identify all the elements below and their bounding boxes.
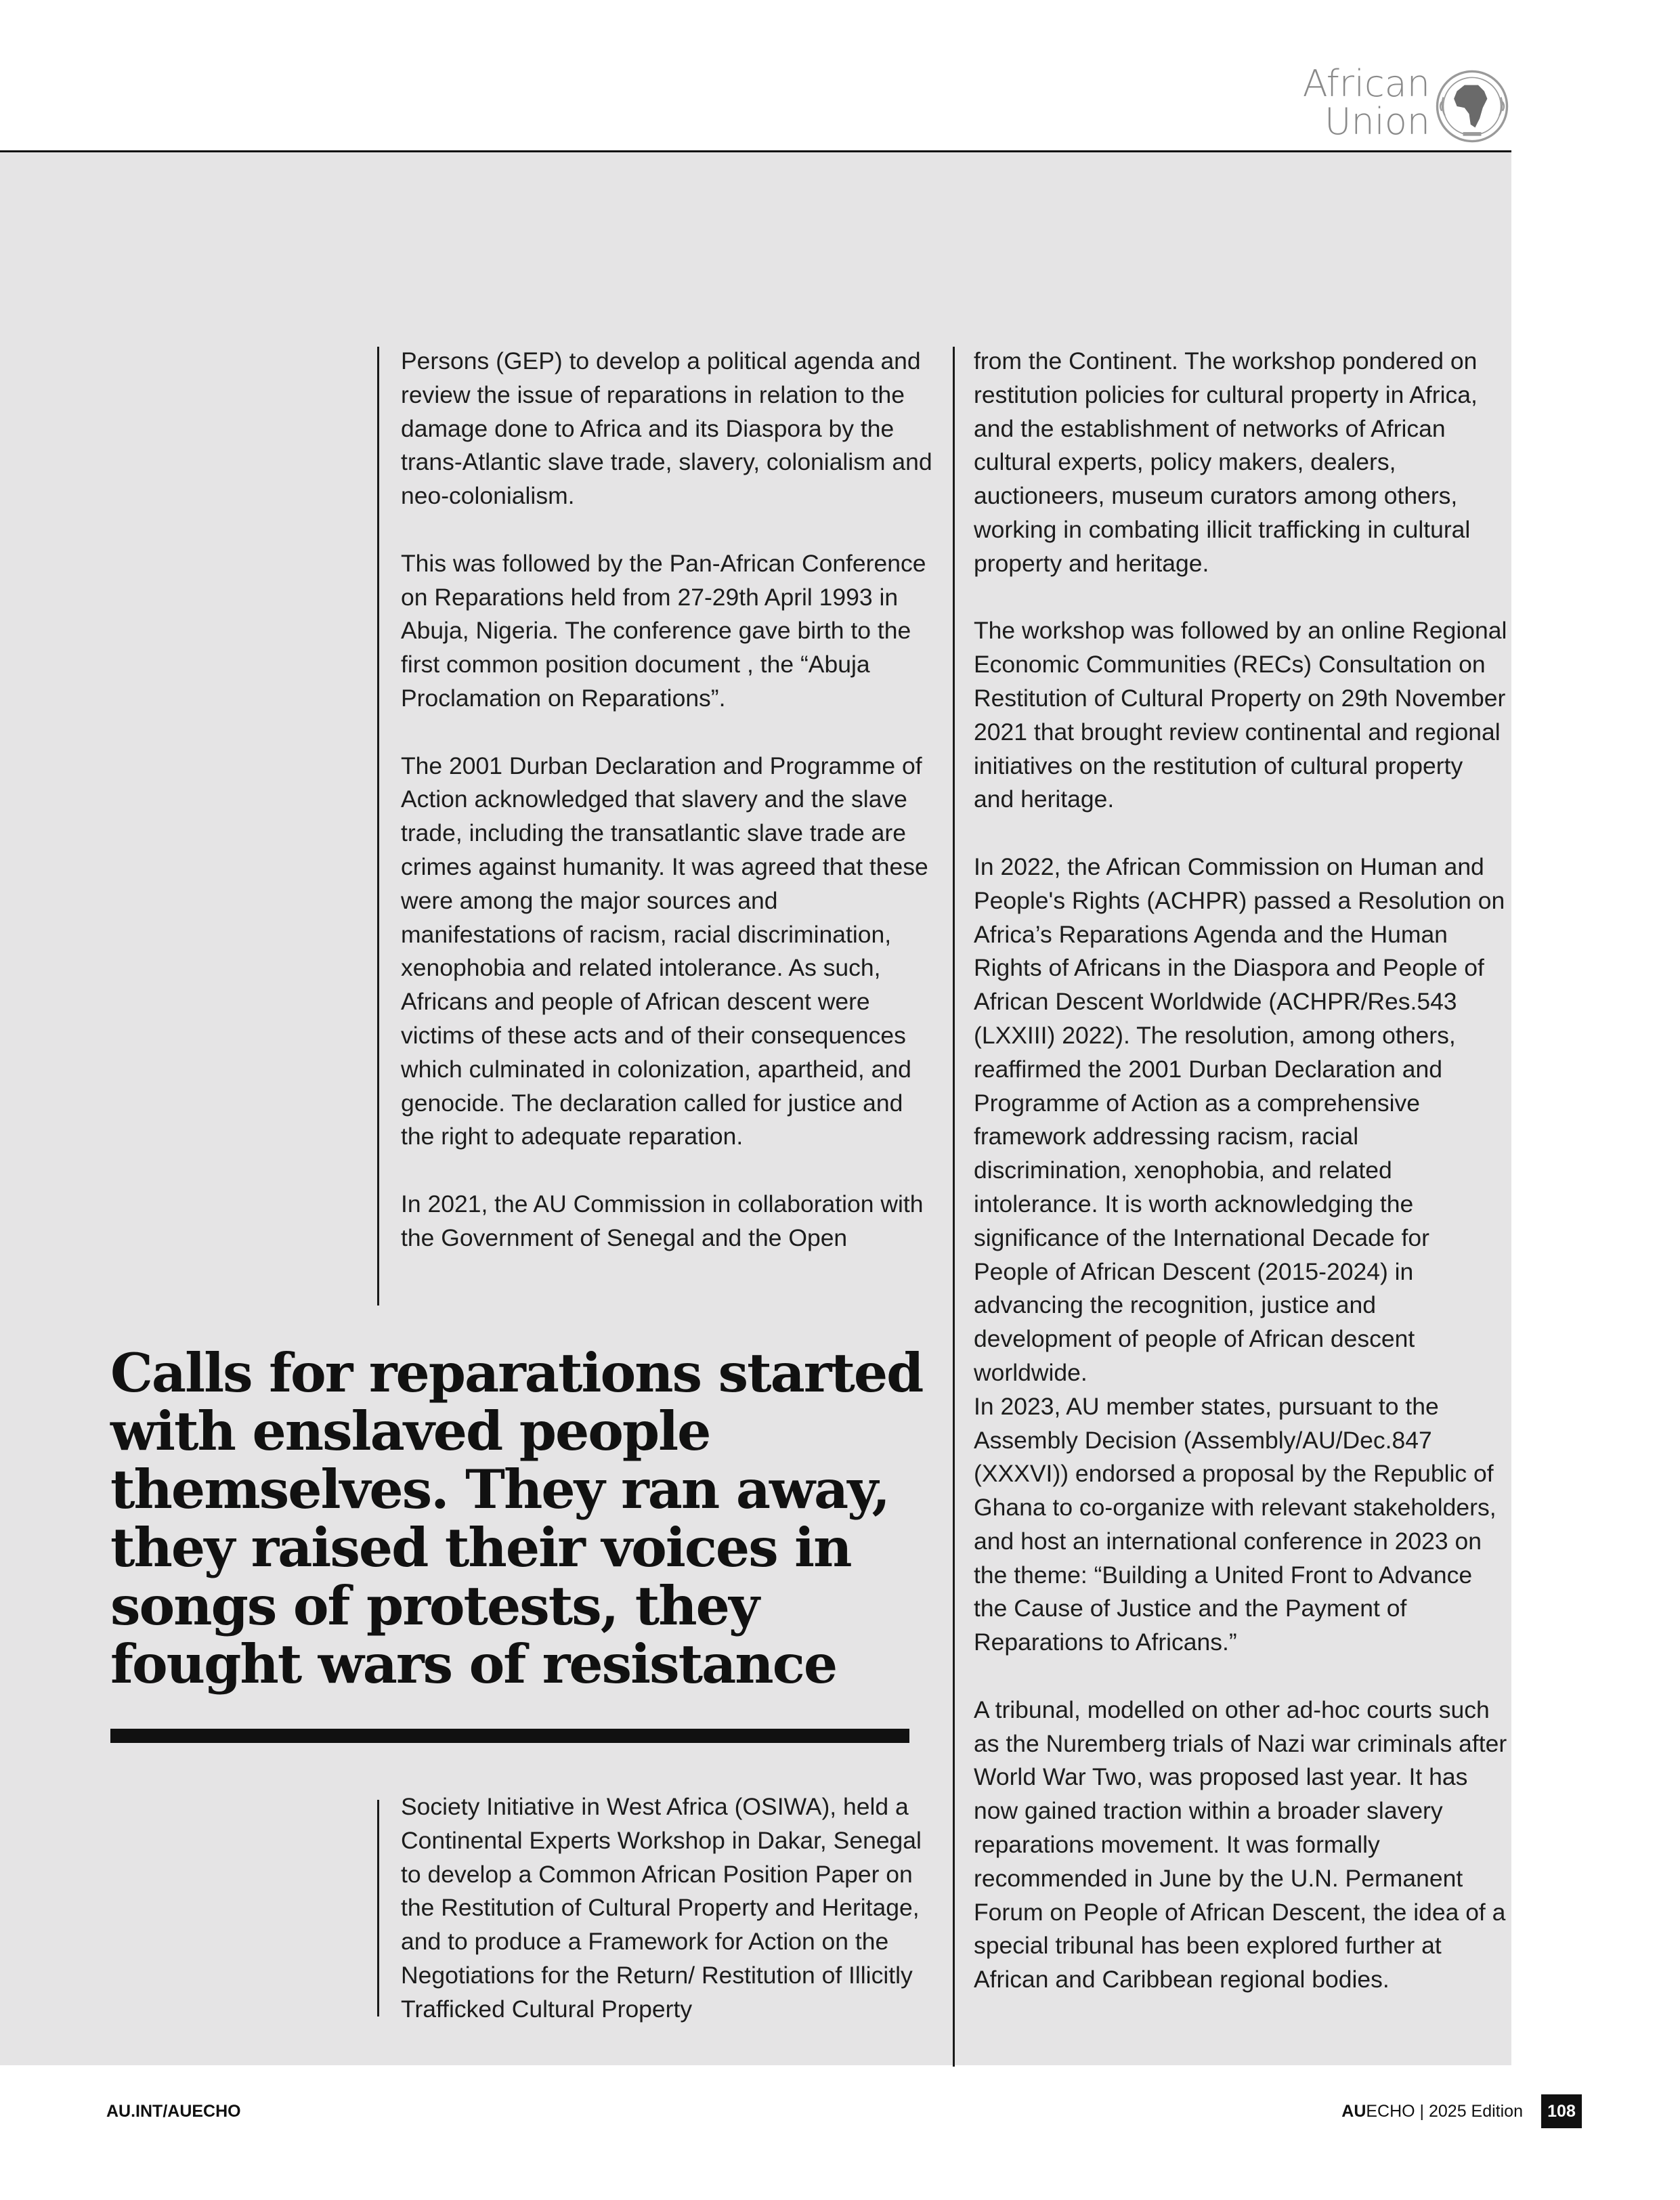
paragraph: A tribunal, modelled on other ad-hoc courts such as the Nuremberg trials of Nazi war criminals after World War Two, was proposed last year. It has now gained traction within a broader slavery reparations movement. It was formally recommended in June by the U.N. Permanent Forum on People of African Descent, the idea of a special tribunal has been explored further at African and Caribbean regional bodies.: [974, 1696, 1507, 1993]
pull-quote-bar: [110, 1729, 909, 1743]
footer-brand-rest: ECHO | 2025 Edition: [1366, 2102, 1523, 2121]
footer-publication: [1341, 2102, 1523, 2121]
right-column-rule: [953, 347, 955, 2067]
logo-line-2: Union: [1324, 100, 1430, 143]
pull-quote: Calls for reparations started with enslaved people themselves. They ran away, they raised their voices in songs of protests, they fought wars of resistance: [110, 1341, 923, 1696]
paragraph: In 2021, the AU Commission in collaboration with the Government of Senegal and the Open: [401, 1190, 924, 1251]
paragraph: from the Continent. The workshop pondered on restitution policies for cultural property in Africa, and the establishment of networks of African cultural experts, policy makers, dealers, auctioneers, museum curators among others, working in combating illicit trafficking in cultural property and heritage.: [974, 347, 1478, 577]
paragraph: In 2022, the African Commission on Human and People's Rights (ACHPR) passed a Resolution on Africa’s Reparations Agenda and the Human Rights of Africans in the Diaspora and People of African Descent Worldwide (ACHPR/Res.543 (LXXIII) 2022). The resolution, among others, reaffirmed the 2001 Durban Declaration and Programme of Action as a comprehensive framework addressing racism, racial discrimination, xenophobia, and related intolerance. It is worth acknowledging the significance of the International Decade for People of African Descent (2015-2024) in advancing the recognition, justice and development of people of African descent worldwide.: [974, 853, 1505, 1386]
logo-wordmark: [1302, 62, 1430, 143]
article-column-left-top: [401, 345, 936, 1255]
article-column-right: [974, 345, 1509, 1997]
footer-brand-bold: AU: [1341, 2102, 1366, 2121]
left-column-rule-bottom: [377, 1800, 379, 2016]
article-column-left-bottom: [401, 1790, 936, 2027]
logo-line-1: African: [1302, 62, 1430, 105]
african-union-logo: [1287, 62, 1510, 150]
paragraph: This was followed by the Pan-African Conference on Reparations held from 27-29th April 1993 in Abuja, Nigeria. The conference gave birth to the first common position document , the “Abuja Proclamation on Reparations”.: [401, 549, 926, 712]
left-column-rule-top: [377, 347, 379, 1306]
page-number: 108: [1541, 2094, 1582, 2128]
footer-website: AU.INT/AUECHO: [106, 2102, 241, 2121]
paragraph: The 2001 Durban Declaration and Programme of Action acknowledged that slavery and the slave trade, including the transatlantic slave trade are crimes against humanity. It was agreed that these were among the major sources and manifestations of racism, racial discrimination, xenophobia and related intolerance. As such, Africans and people of African descent were victims of these acts and of their consequences which culminated in colonization, apartheid, and genocide. The declaration called for justice and the right to adequate reparation.: [401, 752, 928, 1150]
african-union-emblem-icon: [1434, 68, 1510, 144]
paragraph: Persons (GEP) to develop a political agenda and review the issue of reparations in relation to the damage done to Africa and its Diaspora by the trans-Atlantic slave trade, slavery, colonialism and neo-colonialism.: [401, 347, 932, 510]
paragraph: In 2023, AU member states, pursuant to the Assembly Decision (Assembly/AU/Dec.847 (XXXVI)) endorsed a proposal by the Republic of Ghana to co-organize with relevant stakeholders, and host an international conference in 2023 on the theme: “Building a United Front to Advance the Cause of Justice and the Payment of Reparations to Africans.”: [974, 1392, 1496, 1656]
paragraph: The workshop was followed by an online Regional Economic Communities (RECs) Consultation on Restitution of Cultural Property on 29th November 2021 that brought review continental and regional initiatives on the restitution of cultural property and heritage.: [974, 617, 1507, 813]
paragraph: Society Initiative in West Africa (OSIWA), held a Continental Experts Workshop in Dakar, Senegal to develop a Common African Position Paper on the Restitution of Cultural Property and Heritage, and to produce a Framework for Action on the Negotiations for the Return/ Restitution of Illicitly Trafficked Cultural Property: [401, 1793, 922, 2023]
